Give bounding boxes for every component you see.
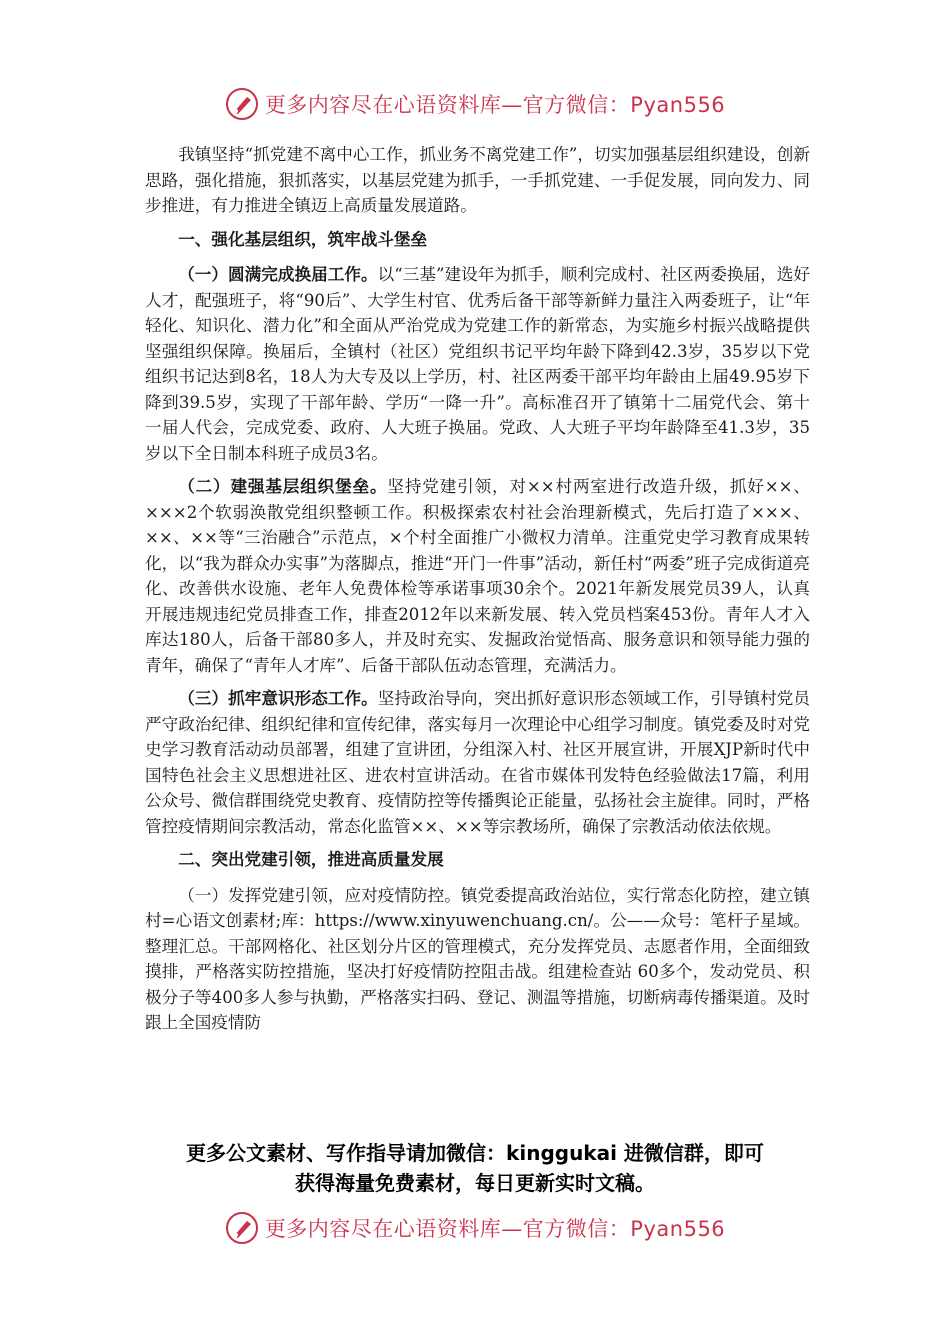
pen-nib-logo-icon xyxy=(225,87,259,121)
section1-heading: 一、强化基层组织，筑牢战斗堡垒 xyxy=(178,228,428,249)
item-text: 坚持党建引领，对××村两室进行改造升级，抓好××、×××2个软弱涣散党组织整顿工作。积极探索农村社会治理新模式，先后打造了×××、××、××等“三治融合”示范点，×个村全面推广小微权力清单。注重党史学习教育成果转化，以“我为群众办实事”为落脚点，推进“开门一件事”活动，新任村“两委”班子完成街道亮化、改善供水设施、老年人免费体检等承诺事项30余个。2021年新发展党员39人，认真开展违规违纪党员排查工作，排查2012年以来新发展、转入党员档案453份。青年人才入库达180人，后备干部80多人，并及时充实、发掘政治觉悟高、服务意识和领导能力强的青年，确保了“青年人才库”、后备干部队伍动态管理，充满活力。 xyxy=(145,477,810,675)
item-text: 以“三基”建设年为抓手，顺利完成村、社区两委换届，选好人才，配强班子，将“90后”、大学生村官、优秀后备干部等新鲜力量注入两委班子，让“年轻化、知识化、潜力化”和全面从严治党成为党建工作的新常态，为实施乡村振兴战略提供坚强组织保障。换届后，全镇村（社区）党组织书记平均年龄下降到42.3岁，35岁以下党组织书记达到8名，18人为大专及以上学历，村、社区两委干部平均年龄由上届49.95岁下降到39.5岁，实现了干部年龄、学历“一降一升”。高标准召开了镇第十二届党代会、第十一届人代会，完成党委、政府、人大班子换届。党政、人大班子平均年龄降至41.3岁，35岁以下全日制本科班子成员3名。 xyxy=(145,265,811,463)
section1-item-2 xyxy=(145,474,810,678)
item-lead: （一）圆满完成换届工作。 xyxy=(178,264,378,284)
footer-banner-text: 更多内容尽在心语资料库—官方微信：Pyan556 xyxy=(264,1217,726,1241)
item-text: 坚持政治导向，突出抓好意识形态领域工作，引导镇村党员严守政治纪律、组织纪律和宣传纪律，落实每月一次理论中心组学习制度。镇党委及时对党史学习教育活动动员部署，组建了宣讲团，分组深入村、社区开展宣讲，开展XJP新时代中国特色社会主义思想进社区、进农村宣讲活动。在省市媒体刊发特色经验做法17篇，利用公众号、微信群围绕党史教育、疫情防控等传播舆论正能量，弘扬社会主旋律。同时，严格管控疫情期间宗教活动，常态化监管××、××等宗教场所，确保了宗教活动依法依规。 xyxy=(145,689,810,836)
section1-item-3 xyxy=(145,686,810,839)
footer-watermark-banner xyxy=(0,1208,950,1248)
document-body xyxy=(145,142,810,1044)
intro-paragraph: 我镇坚持“抓党建不离中心工作，抓业务不离党建工作”，切实加强基层组织建设，创新思路，强化措施，狠抓落实，以基层党建为抓手，一手抓党建、一手促发展，同向发力、同步推进，有力推进全镇迈上高质量发展道路。 xyxy=(145,145,810,215)
promo-line-2: 获得海量免费素材，每日更新实时文稿。 xyxy=(295,1171,655,1195)
section1-item-1 xyxy=(145,262,810,466)
section2-heading: 二、突出党建引领，推进高质量发展 xyxy=(178,849,444,869)
item-lead: （三）抓牢意识形态工作。 xyxy=(178,688,378,708)
header-watermark-banner xyxy=(0,84,950,124)
promo-notice xyxy=(100,1138,850,1198)
section2-item-1: （一）发挥党建引领，应对疫情防控。镇党委提高政治站位，实行常态化防控，建立镇村=心语文创素材;库：https://www.xinyuwenchuang.cn/。公——众号：笔杆子星域。整理汇总。干部网格化、社区划分片区的管理模式，充分发挥党员、志愿者作用，全面细致摸排，严格落实防控措施，坚决打好疫情防控阻击战。组建检查站 60多个，发动党员、积极分子等400多人参与执勤，严格落实扫码、登记、测温等措施，切断病毒传播渠道。及时跟上全国疫情防 xyxy=(145,885,810,1032)
promo-line-1: 更多公文素材、写作指导请加微信：kinggukai 进微信群，即可 xyxy=(186,1141,764,1165)
item-lead: （二）建强基层组织堡垒。 xyxy=(178,476,388,496)
header-banner-text: 更多内容尽在心语资料库—官方微信：Pyan556 xyxy=(264,93,726,117)
pen-nib-logo-icon xyxy=(225,1211,259,1245)
